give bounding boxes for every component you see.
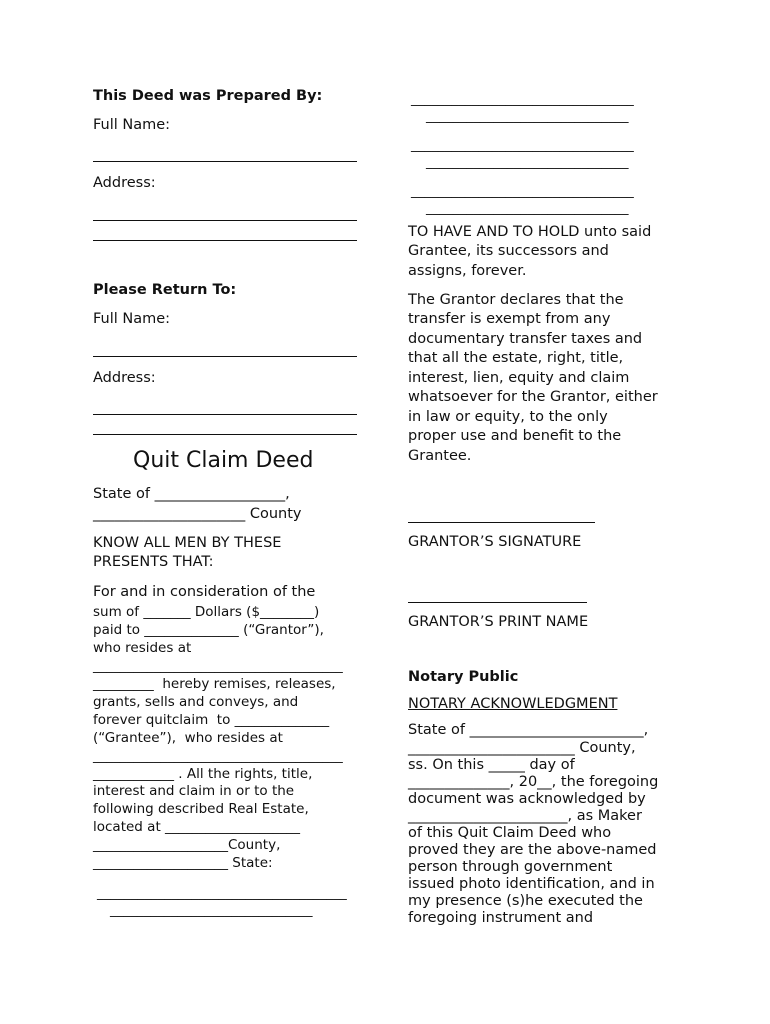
prepared-full-name-line bbox=[93, 161, 357, 162]
declaration-line-3: documentary transfer taxes and bbox=[408, 331, 643, 347]
consideration-line-9: (“Grantee”), who resides at bbox=[93, 730, 283, 746]
declaration-line-2: transfer is exempt from any bbox=[408, 311, 611, 327]
habendum-line-3: assigns, forever. bbox=[408, 263, 527, 279]
prepared-address-line-1 bbox=[93, 220, 357, 221]
state-line: State of __________________, bbox=[93, 486, 290, 502]
legal-blank-4: ______________________________ bbox=[426, 154, 629, 170]
consideration-line-4: who resides at bbox=[93, 640, 192, 656]
consideration-line-6: _________ hereby remises, releases, bbox=[93, 676, 336, 692]
notary-line-1: State of ________________________, bbox=[408, 722, 649, 738]
notary-line-2: _______________________ County, bbox=[408, 740, 636, 756]
declaration-line-1: The Grantor declares that the bbox=[408, 292, 624, 308]
consideration-line-12: interest and claim in or to the bbox=[93, 783, 295, 799]
consideration-line-3: paid to ______________ (“Grantor”), bbox=[93, 622, 324, 638]
habendum-line-1: TO HAVE AND TO HOLD unto said bbox=[408, 224, 652, 240]
legal-blank-5: _________________________________ bbox=[411, 183, 634, 199]
grantor-print-name-label: GRANTOR’S PRINT NAME bbox=[408, 614, 589, 630]
consideration-line-15: ____________________County, bbox=[93, 837, 281, 853]
notary-line-10: issued photo identification, and in bbox=[408, 876, 655, 892]
return-to-heading: Please Return To: bbox=[93, 282, 237, 298]
declaration-line-6: whatsoever for the Grantor, either bbox=[408, 389, 658, 405]
return-address-line-2 bbox=[93, 434, 357, 435]
consideration-line-7: grants, sells and conveys, and bbox=[93, 694, 299, 710]
legal-blank-2: ______________________________ bbox=[426, 108, 629, 124]
grantor-signature-label: GRANTOR’S SIGNATURE bbox=[408, 534, 582, 550]
notary-heading: Notary Public bbox=[408, 669, 519, 685]
consideration-line-10: _____________________________________ bbox=[93, 748, 343, 764]
consideration-line-5: _____________________________________ bbox=[93, 658, 343, 674]
notary-line-7: of this Quit Claim Deed who bbox=[408, 825, 612, 841]
consideration-line-1: For and in consideration of the bbox=[93, 584, 316, 600]
prepared-address-line-2 bbox=[93, 240, 357, 241]
document-title: Quit Claim Deed bbox=[133, 448, 314, 473]
habendum-line-2: Grantee, its successors and bbox=[408, 243, 609, 259]
declaration-line-7: in law or equity, to the only bbox=[408, 409, 608, 425]
legal-blank-1: _________________________________ bbox=[411, 91, 634, 107]
notary-line-5: document was acknowledged by bbox=[408, 791, 646, 807]
prepared-full-name-label: Full Name: bbox=[93, 117, 171, 133]
declaration-line-4: that all the estate, right, title, bbox=[408, 350, 624, 366]
county-line: _____________________ County bbox=[93, 506, 302, 522]
declaration-line-5: interest, lien, equity and claim bbox=[408, 370, 630, 386]
prepared-by-heading: This Deed was Prepared By: bbox=[93, 88, 323, 104]
declaration-line-9: Grantee. bbox=[408, 448, 472, 464]
consideration-line-8: forever quitclaim to ______________ bbox=[93, 712, 330, 728]
consideration-line-14: located at ____________________ bbox=[93, 819, 301, 835]
know-all-line-2: PRESENTS THAT: bbox=[93, 554, 214, 570]
legal-description-line-1: _____________________________________ bbox=[97, 885, 347, 901]
legal-blank-3: _________________________________ bbox=[411, 137, 634, 153]
return-address-line-1 bbox=[93, 414, 357, 415]
legal-blank-6: ______________________________ bbox=[426, 200, 629, 216]
notary-line-12: foregoing instrument and bbox=[408, 910, 594, 926]
return-address-label: Address: bbox=[93, 370, 156, 386]
return-full-name-line bbox=[93, 356, 357, 357]
notary-line-8: proved they are the above-named bbox=[408, 842, 657, 858]
consideration-line-11: ____________ . All the rights, title, bbox=[93, 766, 313, 782]
grantor-print-name-line bbox=[408, 602, 587, 603]
grantor-signature-line bbox=[408, 522, 595, 523]
notary-line-4: ______________, 20__, the foregoing bbox=[408, 774, 659, 790]
prepared-address-label: Address: bbox=[93, 175, 156, 191]
consideration-line-16: ____________________ State: bbox=[93, 855, 273, 871]
notary-line-3: ss. On this _____ day of bbox=[408, 757, 575, 773]
legal-description-line-2: ______________________________ bbox=[110, 902, 313, 918]
notary-line-9: person through government bbox=[408, 859, 613, 875]
return-full-name-label: Full Name: bbox=[93, 311, 171, 327]
notary-line-6: ______________________, as Maker bbox=[408, 808, 642, 824]
know-all-line-1: KNOW ALL MEN BY THESE bbox=[93, 535, 282, 551]
notary-line-11: my presence (s)he executed the bbox=[408, 893, 643, 909]
consideration-line-13: following described Real Estate, bbox=[93, 801, 309, 817]
consideration-line-2: sum of _______ Dollars ($________) bbox=[93, 604, 320, 620]
declaration-line-8: proper use and benefit to the bbox=[408, 428, 622, 444]
notary-acknowledgment-heading: NOTARY ACKNOWLEDGMENT bbox=[408, 696, 618, 712]
